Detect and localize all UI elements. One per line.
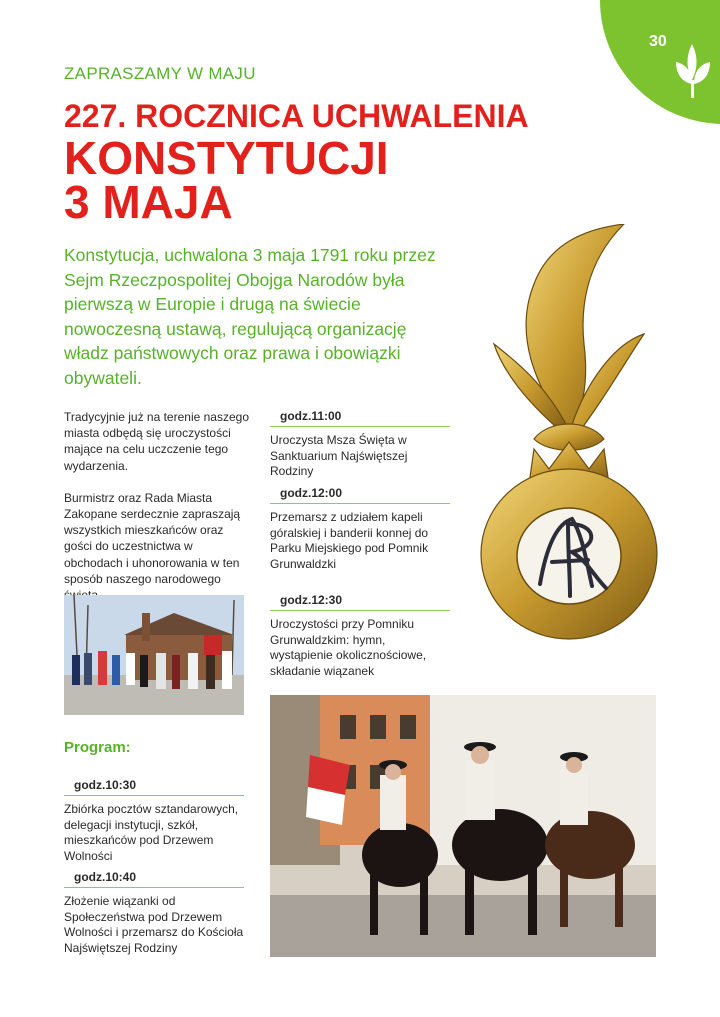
intro-text <box>64 409 254 619</box>
intro-paragraph-2: Burmistrz oraz Rada Miasta Zakopane serdecznie zapraszają wszystkich mieszkańców oraz gości do uczestnictwa w obchodach i uhonorowania w ten sposób naszego narodowego <box>64 490 241 586</box>
event-time: godz.12:30 <box>270 593 450 611</box>
leaf-icon <box>672 40 712 100</box>
event-time: godz.10:40 <box>64 870 244 888</box>
program-heading: Program: <box>64 739 131 756</box>
kicker-text: ZAPRASZAMY W MAJU <box>64 64 256 83</box>
event-1100 <box>270 409 450 480</box>
event-1030 <box>64 778 244 864</box>
event-1230 <box>270 593 450 679</box>
event-1040 <box>64 870 244 956</box>
page-number: 30 <box>649 33 667 50</box>
event-description: Przemarsz z udziałem kapeli góralskiej i banderii konnej do Parku Miejskiego pod Pomnik Grunwaldzki <box>270 510 429 571</box>
intro-paragraph-1: Tradycyjnie już na terenie naszego miasta odbędą się uroczystości mające na celu uczczenie tego wydarzenia. <box>64 410 249 473</box>
mounted-riders-photo <box>270 695 656 957</box>
event-description: Uroczystości przy Pomniku Grunwaldzkim: hymn, wystąpienie okolicznościowe, składanie wiązanek <box>270 617 427 678</box>
event-1200 <box>270 486 450 572</box>
event-time: godz.10:30 <box>64 778 244 796</box>
event-description: Uroczysta Msza Święta w Sanktuarium Najświętszej Rodziny <box>270 433 408 478</box>
title-line-2: KONSTYTUCJI <box>64 132 389 184</box>
royal-monogram-emblem <box>474 224 664 654</box>
page-title <box>64 96 624 228</box>
event-description: Złożenie wiązanki od Społeczeństwa pod Drzewem Wolności i przemarsz do Kościoła Najświętszej Rodziny <box>64 894 244 955</box>
event-time: godz.12:00 <box>270 486 450 504</box>
event-time: godz.11:00 <box>270 409 450 427</box>
procession-photo <box>64 595 244 715</box>
title-line-1: 227. ROCZNICA UCHWALENIA <box>64 98 529 134</box>
title-line-3: 3 MAJA <box>64 176 233 228</box>
event-description: Zbiórka pocztów sztandarowych, delegacji instytucji, szkół, mieszkańców pod Drzewem Wolności <box>64 802 239 863</box>
lead-paragraph: Konstytucja, uchwalona 3 maja 1791 roku przez Sejm Rzeczpospolitej Obojga Narodów była pierwszą w Europie i drugą na świecie nowoczesną ustawą, regulującą organizację władz państwowych oraz prawa i obowiązki obywateli. <box>64 245 436 388</box>
